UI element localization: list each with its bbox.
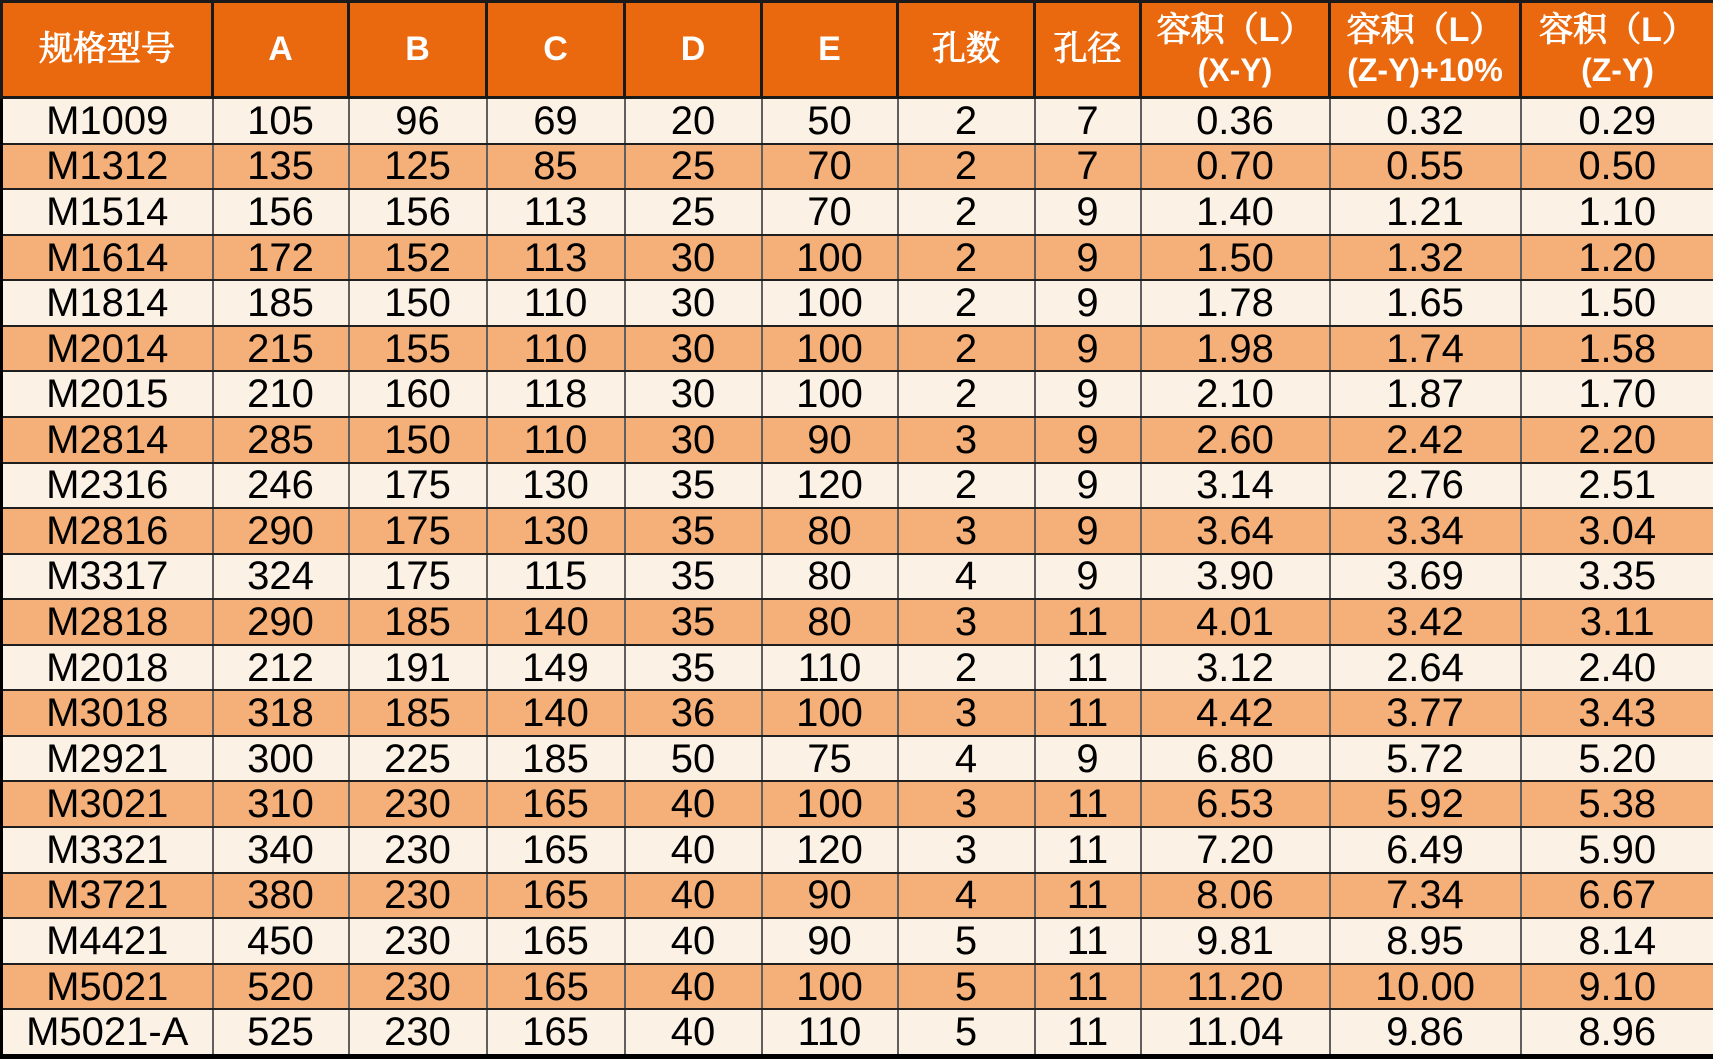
model-cell: M1614 — [2, 235, 213, 281]
model-cell: M3721 — [2, 873, 213, 919]
value-cell: 35 — [625, 508, 762, 554]
value-cell: 11 — [1035, 918, 1141, 964]
value-cell: 6.49 — [1330, 827, 1521, 873]
value-cell: 3.90 — [1141, 554, 1330, 600]
value-cell: 9 — [1035, 326, 1141, 372]
column-header — [1521, 2, 1713, 98]
value-cell: 30 — [625, 326, 762, 372]
value-cell: 36 — [625, 690, 762, 736]
value-cell: 11 — [1035, 599, 1141, 645]
column-header-label: B — [405, 29, 430, 68]
column-header — [2, 2, 213, 98]
value-cell: 310 — [213, 781, 349, 827]
value-cell: 246 — [213, 463, 349, 509]
table-body — [2, 98, 1713, 1057]
value-cell: 3 — [898, 690, 1035, 736]
value-cell: 290 — [213, 508, 349, 554]
value-cell: 185 — [349, 690, 487, 736]
value-cell: 8.14 — [1521, 918, 1713, 964]
value-cell: 1.65 — [1330, 280, 1521, 326]
value-cell: 175 — [349, 508, 487, 554]
value-cell: 118 — [487, 371, 625, 417]
value-cell: 5.90 — [1521, 827, 1713, 873]
value-cell: 50 — [762, 98, 898, 144]
value-cell: 3.69 — [1330, 554, 1521, 600]
value-cell: 113 — [487, 189, 625, 235]
value-cell: 2.76 — [1330, 463, 1521, 509]
value-cell: 3.35 — [1521, 554, 1713, 600]
value-cell: 155 — [349, 326, 487, 372]
value-cell: 11.04 — [1141, 1009, 1330, 1056]
value-cell: 0.55 — [1330, 144, 1521, 190]
value-cell: 7.34 — [1330, 873, 1521, 919]
table-row — [2, 964, 1713, 1010]
value-cell: 2.10 — [1141, 371, 1330, 417]
value-cell: 2.51 — [1521, 463, 1713, 509]
value-cell: 165 — [487, 964, 625, 1010]
value-cell: 110 — [762, 1009, 898, 1056]
table-row — [2, 463, 1713, 509]
value-cell: 90 — [762, 873, 898, 919]
column-header-subline: (Z-Y) — [1581, 51, 1654, 88]
table-row — [2, 645, 1713, 691]
value-cell: 2 — [898, 326, 1035, 372]
value-cell: 230 — [349, 964, 487, 1010]
value-cell: 85 — [487, 144, 625, 190]
value-cell: 3.04 — [1521, 508, 1713, 554]
value-cell: 7 — [1035, 144, 1141, 190]
value-cell: 156 — [213, 189, 349, 235]
value-cell: 100 — [762, 371, 898, 417]
value-cell: 0.50 — [1521, 144, 1713, 190]
value-cell: 3.14 — [1141, 463, 1330, 509]
value-cell: 0.70 — [1141, 144, 1330, 190]
column-header — [1035, 2, 1141, 98]
value-cell: 172 — [213, 235, 349, 281]
table-row — [2, 144, 1713, 190]
value-cell: 324 — [213, 554, 349, 600]
value-cell: 175 — [349, 463, 487, 509]
table-row — [2, 189, 1713, 235]
value-cell: 5.20 — [1521, 736, 1713, 782]
column-header-label: A — [268, 29, 293, 68]
value-cell: 160 — [349, 371, 487, 417]
model-cell: M3021 — [2, 781, 213, 827]
value-cell: 191 — [349, 645, 487, 691]
value-cell: 40 — [625, 873, 762, 919]
model-cell: M4421 — [2, 918, 213, 964]
column-header — [898, 2, 1035, 98]
column-header — [1330, 2, 1521, 98]
value-cell: 2.40 — [1521, 645, 1713, 691]
model-cell: M2818 — [2, 599, 213, 645]
column-header-label: 规格型号 — [39, 29, 175, 68]
value-cell: 2 — [898, 98, 1035, 144]
value-cell: 2.42 — [1330, 417, 1521, 463]
value-cell: 5.92 — [1330, 781, 1521, 827]
value-cell: 130 — [487, 463, 625, 509]
value-cell: 150 — [349, 417, 487, 463]
value-cell: 380 — [213, 873, 349, 919]
value-cell: 80 — [762, 508, 898, 554]
value-cell: 5 — [898, 918, 1035, 964]
column-header-label: E — [818, 29, 841, 68]
column-header-label: 容积（L） — [1346, 10, 1504, 49]
table-header — [2, 2, 1713, 98]
value-cell: 1.50 — [1521, 280, 1713, 326]
value-cell: 9 — [1035, 736, 1141, 782]
value-cell: 3.64 — [1141, 508, 1330, 554]
table-row — [2, 781, 1713, 827]
value-cell: 110 — [487, 280, 625, 326]
value-cell: 285 — [213, 417, 349, 463]
table-row — [2, 98, 1713, 144]
value-cell: 100 — [762, 781, 898, 827]
value-cell: 340 — [213, 827, 349, 873]
value-cell: 10.00 — [1330, 964, 1521, 1010]
value-cell: 6.67 — [1521, 873, 1713, 919]
value-cell: 30 — [625, 235, 762, 281]
value-cell: 4 — [898, 554, 1035, 600]
value-cell: 1.58 — [1521, 326, 1713, 372]
value-cell: 2 — [898, 645, 1035, 691]
value-cell: 120 — [762, 827, 898, 873]
value-cell: 1.98 — [1141, 326, 1330, 372]
value-cell: 4 — [898, 736, 1035, 782]
value-cell: 230 — [349, 918, 487, 964]
value-cell: 90 — [762, 417, 898, 463]
column-header — [762, 2, 898, 98]
value-cell: 113 — [487, 235, 625, 281]
value-cell: 50 — [625, 736, 762, 782]
column-header — [1141, 2, 1330, 98]
header-row — [2, 2, 1713, 98]
column-header-subline: (X-Y) — [1197, 51, 1273, 88]
column-header-label: 容积（L） — [1539, 10, 1696, 49]
value-cell: 110 — [487, 326, 625, 372]
model-cell: M3317 — [2, 554, 213, 600]
value-cell: 3.11 — [1521, 599, 1713, 645]
value-cell: 80 — [762, 599, 898, 645]
value-cell: 4.42 — [1141, 690, 1330, 736]
value-cell: 0.29 — [1521, 98, 1713, 144]
value-cell: 5 — [898, 964, 1035, 1010]
value-cell: 11 — [1035, 873, 1141, 919]
value-cell: 70 — [762, 144, 898, 190]
model-cell: M1009 — [2, 98, 213, 144]
value-cell: 230 — [349, 1009, 487, 1056]
value-cell: 40 — [625, 827, 762, 873]
value-cell: 30 — [625, 280, 762, 326]
column-header-subline: (Z-Y)+10% — [1347, 51, 1503, 88]
value-cell: 185 — [349, 599, 487, 645]
value-cell: 9 — [1035, 235, 1141, 281]
value-cell: 5 — [898, 1009, 1035, 1056]
value-cell: 215 — [213, 326, 349, 372]
column-header — [487, 2, 625, 98]
value-cell: 165 — [487, 781, 625, 827]
value-cell: 9.81 — [1141, 918, 1330, 964]
value-cell: 525 — [213, 1009, 349, 1056]
value-cell: 115 — [487, 554, 625, 600]
value-cell: 2.64 — [1330, 645, 1521, 691]
value-cell: 75 — [762, 736, 898, 782]
model-cell: M1312 — [2, 144, 213, 190]
value-cell: 135 — [213, 144, 349, 190]
column-header-label: C — [543, 29, 568, 68]
value-cell: 120 — [762, 463, 898, 509]
model-cell: M5021 — [2, 964, 213, 1010]
value-cell: 0.36 — [1141, 98, 1330, 144]
table-row — [2, 326, 1713, 372]
value-cell: 212 — [213, 645, 349, 691]
value-cell: 40 — [625, 781, 762, 827]
value-cell: 100 — [762, 280, 898, 326]
value-cell: 175 — [349, 554, 487, 600]
value-cell: 290 — [213, 599, 349, 645]
column-header-label: 孔径 — [1053, 29, 1122, 68]
value-cell: 3.12 — [1141, 645, 1330, 691]
value-cell: 100 — [762, 964, 898, 1010]
value-cell: 165 — [487, 918, 625, 964]
value-cell: 2 — [898, 280, 1035, 326]
value-cell: 9 — [1035, 280, 1141, 326]
model-cell: M1514 — [2, 189, 213, 235]
model-cell: M5021-A — [2, 1009, 213, 1056]
value-cell: 125 — [349, 144, 487, 190]
value-cell: 35 — [625, 554, 762, 600]
value-cell: 11 — [1035, 964, 1141, 1010]
table-row — [2, 827, 1713, 873]
value-cell: 11 — [1035, 645, 1141, 691]
value-cell: 6.80 — [1141, 736, 1330, 782]
value-cell: 165 — [487, 827, 625, 873]
value-cell: 130 — [487, 508, 625, 554]
value-cell: 1.78 — [1141, 280, 1330, 326]
value-cell: 2 — [898, 189, 1035, 235]
value-cell: 165 — [487, 1009, 625, 1056]
value-cell: 7.20 — [1141, 827, 1330, 873]
value-cell: 2.60 — [1141, 417, 1330, 463]
value-cell: 5.38 — [1521, 781, 1713, 827]
value-cell: 1.21 — [1330, 189, 1521, 235]
value-cell: 210 — [213, 371, 349, 417]
value-cell: 9 — [1035, 417, 1141, 463]
value-cell: 9.10 — [1521, 964, 1713, 1010]
value-cell: 9.86 — [1330, 1009, 1521, 1056]
value-cell: 230 — [349, 827, 487, 873]
table-row — [2, 371, 1713, 417]
model-cell: M2921 — [2, 736, 213, 782]
value-cell: 1.87 — [1330, 371, 1521, 417]
model-cell: M2816 — [2, 508, 213, 554]
value-cell: 149 — [487, 645, 625, 691]
value-cell: 96 — [349, 98, 487, 144]
value-cell: 3 — [898, 781, 1035, 827]
value-cell: 69 — [487, 98, 625, 144]
value-cell: 165 — [487, 873, 625, 919]
value-cell: 150 — [349, 280, 487, 326]
value-cell: 35 — [625, 463, 762, 509]
value-cell: 25 — [625, 189, 762, 235]
model-cell: M3321 — [2, 827, 213, 873]
value-cell: 1.70 — [1521, 371, 1713, 417]
model-cell: M2014 — [2, 326, 213, 372]
value-cell: 11 — [1035, 690, 1141, 736]
value-cell: 1.50 — [1141, 235, 1330, 281]
value-cell: 2 — [898, 235, 1035, 281]
value-cell: 100 — [762, 326, 898, 372]
value-cell: 100 — [762, 690, 898, 736]
value-cell: 185 — [213, 280, 349, 326]
value-cell: 110 — [762, 645, 898, 691]
value-cell: 105 — [213, 98, 349, 144]
table-row — [2, 873, 1713, 919]
value-cell: 3 — [898, 417, 1035, 463]
value-cell: 9 — [1035, 508, 1141, 554]
column-header-label: D — [680, 29, 706, 68]
value-cell: 450 — [213, 918, 349, 964]
value-cell: 3.77 — [1330, 690, 1521, 736]
value-cell: 9 — [1035, 371, 1141, 417]
value-cell: 3 — [898, 508, 1035, 554]
value-cell: 35 — [625, 645, 762, 691]
value-cell: 100 — [762, 235, 898, 281]
value-cell: 3.43 — [1521, 690, 1713, 736]
model-cell: M2015 — [2, 371, 213, 417]
value-cell: 90 — [762, 918, 898, 964]
value-cell: 4.01 — [1141, 599, 1330, 645]
value-cell: 6.53 — [1141, 781, 1330, 827]
model-cell: M2018 — [2, 645, 213, 691]
value-cell: 9 — [1035, 189, 1141, 235]
value-cell: 11 — [1035, 781, 1141, 827]
value-cell: 8.96 — [1521, 1009, 1713, 1056]
column-header-label: 孔数 — [932, 29, 1000, 68]
value-cell: 520 — [213, 964, 349, 1010]
table-row — [2, 1009, 1713, 1056]
value-cell: 8.06 — [1141, 873, 1330, 919]
table-row — [2, 918, 1713, 964]
value-cell: 185 — [487, 736, 625, 782]
value-cell: 152 — [349, 235, 487, 281]
value-cell: 40 — [625, 964, 762, 1010]
value-cell: 3 — [898, 827, 1035, 873]
value-cell: 2 — [898, 463, 1035, 509]
value-cell: 5.72 — [1330, 736, 1521, 782]
value-cell: 1.32 — [1330, 235, 1521, 281]
value-cell: 70 — [762, 189, 898, 235]
table-row — [2, 235, 1713, 281]
value-cell: 8.95 — [1330, 918, 1521, 964]
value-cell: 300 — [213, 736, 349, 782]
value-cell: 7 — [1035, 98, 1141, 144]
table-row — [2, 280, 1713, 326]
value-cell: 225 — [349, 736, 487, 782]
value-cell: 35 — [625, 599, 762, 645]
value-cell: 3 — [898, 599, 1035, 645]
column-header-label: 容积（L） — [1156, 10, 1314, 49]
table-row — [2, 599, 1713, 645]
value-cell: 0.32 — [1330, 98, 1521, 144]
value-cell: 9 — [1035, 554, 1141, 600]
value-cell: 1.20 — [1521, 235, 1713, 281]
value-cell: 1.10 — [1521, 189, 1713, 235]
value-cell: 9 — [1035, 463, 1141, 509]
value-cell: 110 — [487, 417, 625, 463]
table-row — [2, 417, 1713, 463]
column-header — [625, 2, 762, 98]
value-cell: 11.20 — [1141, 964, 1330, 1010]
value-cell: 4 — [898, 873, 1035, 919]
table-row — [2, 554, 1713, 600]
value-cell: 1.74 — [1330, 326, 1521, 372]
value-cell: 230 — [349, 781, 487, 827]
value-cell: 20 — [625, 98, 762, 144]
value-cell: 156 — [349, 189, 487, 235]
value-cell: 25 — [625, 144, 762, 190]
value-cell: 2 — [898, 371, 1035, 417]
value-cell: 80 — [762, 554, 898, 600]
value-cell: 11 — [1035, 827, 1141, 873]
value-cell: 30 — [625, 417, 762, 463]
value-cell: 11 — [1035, 1009, 1141, 1056]
value-cell: 40 — [625, 1009, 762, 1056]
table-row — [2, 736, 1713, 782]
value-cell: 3.34 — [1330, 508, 1521, 554]
model-cell: M1814 — [2, 280, 213, 326]
value-cell: 140 — [487, 690, 625, 736]
column-header — [349, 2, 487, 98]
value-cell: 1.40 — [1141, 189, 1330, 235]
value-cell: 230 — [349, 873, 487, 919]
column-header — [213, 2, 349, 98]
model-cell: M2814 — [2, 417, 213, 463]
table-row — [2, 508, 1713, 554]
value-cell: 2.20 — [1521, 417, 1713, 463]
model-cell: M3018 — [2, 690, 213, 736]
value-cell: 140 — [487, 599, 625, 645]
value-cell: 2 — [898, 144, 1035, 190]
value-cell: 30 — [625, 371, 762, 417]
value-cell: 3.42 — [1330, 599, 1521, 645]
value-cell: 40 — [625, 918, 762, 964]
value-cell: 318 — [213, 690, 349, 736]
table-row — [2, 690, 1713, 736]
model-cell: M2316 — [2, 463, 213, 509]
